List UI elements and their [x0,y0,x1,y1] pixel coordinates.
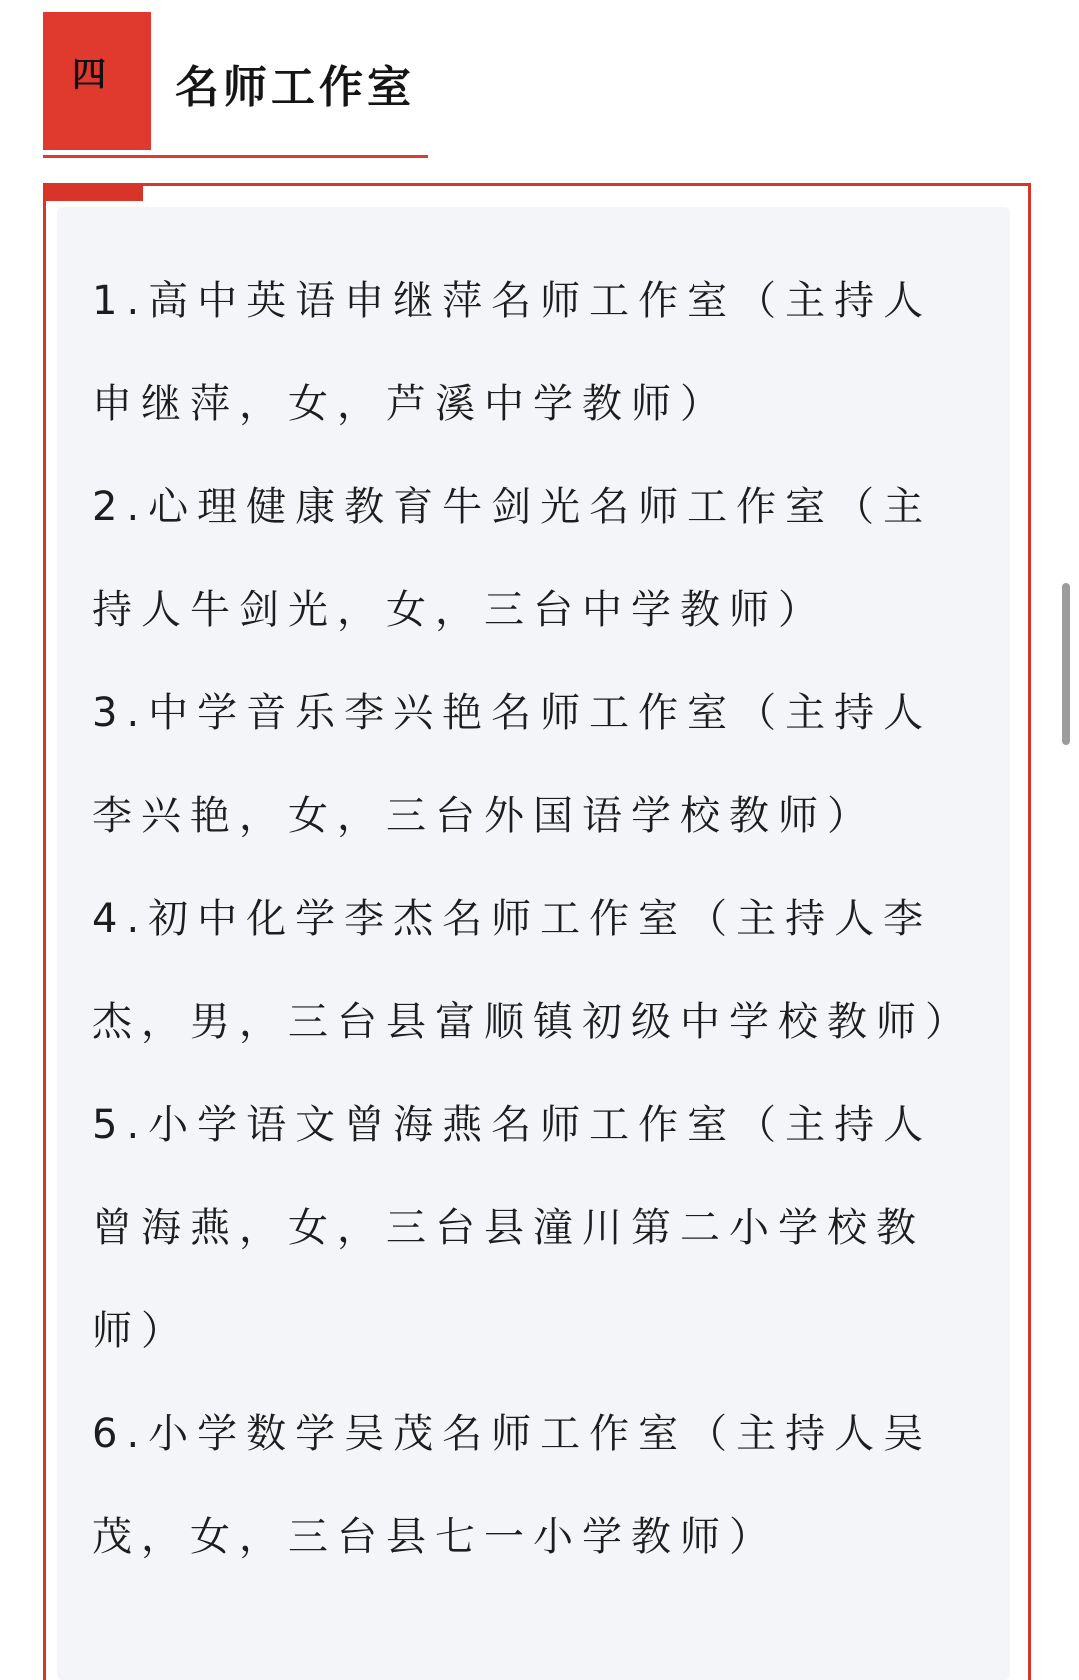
title-underline [43,155,428,158]
section-title: 名师工作室 [175,62,415,113]
list-item: 1.高中英语申继萍名师工作室（主持人申继萍，女，芦溪中学教师） [92,278,933,427]
list-item: 3.中学音乐李兴艳名师工作室（主持人李兴艳，女，三台外国语学校教师） [92,690,933,839]
studio-list [92,250,972,1589]
list-item: 4.初中化学李杰名师工作室（主持人李杰，男，三台县富顺镇初级中学校教师） [92,896,974,1045]
list-item: 6.小学数学吴茂名师工作室（主持人吴茂，女，三台县七一小学教师） [92,1411,933,1560]
scrollbar-thumb[interactable] [1062,583,1070,745]
card-top-tab [43,183,143,201]
list-item: 2.心理健康教育牛剑光名师工作室（主持人牛剑光，女，三台中学教师） [92,484,933,633]
list-item: 5.小学语文曾海燕名师工作室（主持人曾海燕，女，三台县潼川第二小学校教师） [92,1102,933,1354]
section-number: 四 [72,55,106,95]
